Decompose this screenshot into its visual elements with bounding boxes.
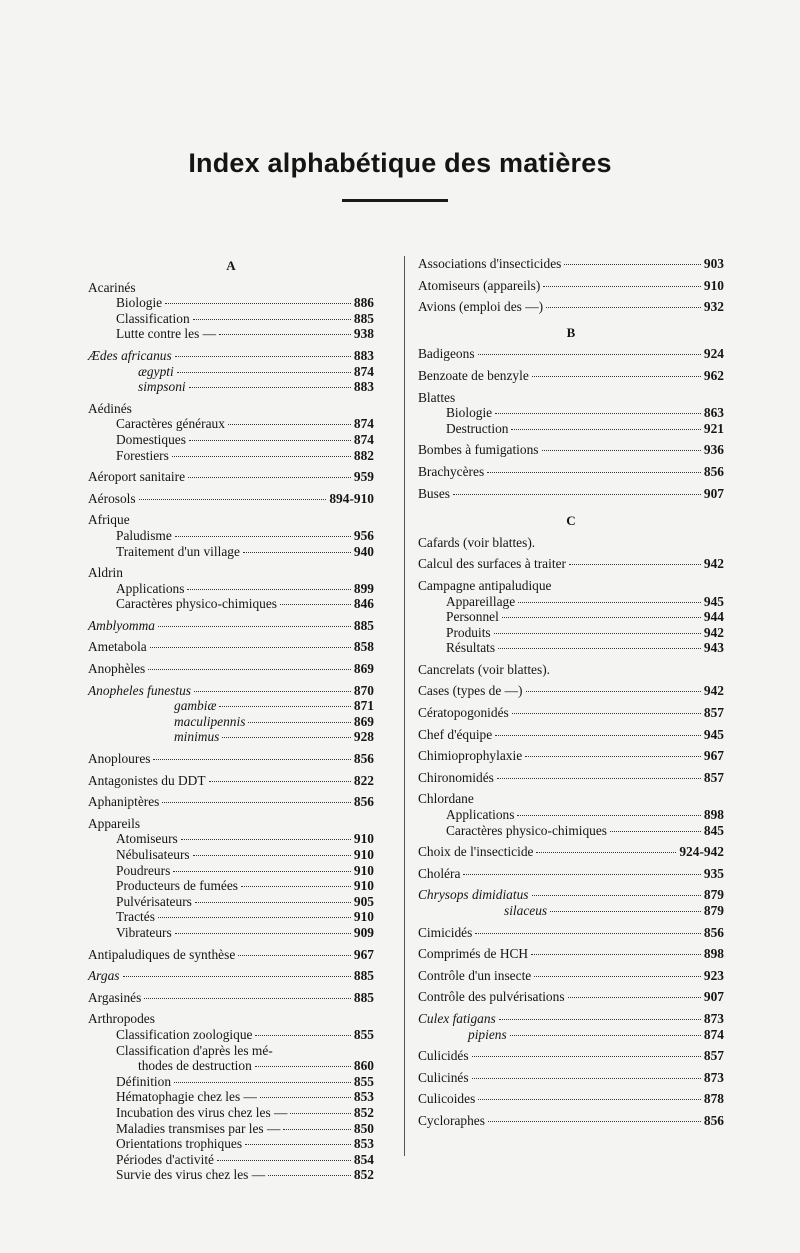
index-entry: Chironomidés 857 bbox=[418, 769, 724, 785]
index-entry: Buses 907 bbox=[418, 485, 724, 501]
index-entry: Aphaniptères 856 bbox=[88, 794, 374, 810]
index-entry: Maladies transmises par les — 850 bbox=[116, 1120, 374, 1136]
section-letter-a: A bbox=[226, 258, 236, 273]
index-entry: Chef d'équipe 945 bbox=[418, 726, 724, 742]
index-heading: Acarinés bbox=[88, 279, 136, 295]
index-entry: maculipennis 869 bbox=[174, 713, 374, 729]
section-letter-c: C bbox=[566, 513, 576, 529]
index-entry: Cimicidés 856 bbox=[418, 924, 724, 940]
index-entry: Appareillage 945 bbox=[446, 593, 724, 609]
index-entry: Résultats 943 bbox=[446, 640, 724, 656]
index-entry: Chimioprophylaxie 967 bbox=[418, 748, 724, 764]
index-entry: Cératopogonidés 857 bbox=[418, 705, 724, 721]
index-entry: Lutte contre les — 938 bbox=[116, 326, 374, 342]
index-heading: Aédinés bbox=[88, 400, 132, 416]
index-entry: Cancrelats (voir blattes). bbox=[418, 661, 550, 677]
index-entry: Biologie 863 bbox=[446, 405, 724, 421]
index-entry: Poudreurs 910 bbox=[116, 862, 374, 878]
index-heading: Afrique bbox=[88, 512, 130, 528]
index-entry: Classification zoologique 855 bbox=[116, 1026, 374, 1042]
index-entry: Cases (types de —) 942 bbox=[418, 683, 724, 699]
index-entry: Choix de l'insecticide 924-942 bbox=[418, 844, 724, 860]
index-entry: Aéroport sanitaire 959 bbox=[88, 469, 374, 485]
index-entry: Classification d'après les mé- bbox=[116, 1042, 273, 1058]
index-entry: Hématophagie chez les — 853 bbox=[116, 1089, 374, 1105]
index-entry: ægypti 874 bbox=[138, 363, 374, 379]
index-entry: Classification 885 bbox=[116, 310, 374, 326]
index-entry: silaceus 879 bbox=[504, 903, 724, 918]
section-letter-b: B bbox=[566, 324, 576, 340]
index-entry: Calcul des surfaces à traiter 942 bbox=[418, 556, 724, 572]
index-heading: Blattes bbox=[418, 389, 456, 405]
index-entry: Atomiseurs (appareils) 910 bbox=[418, 277, 724, 293]
index-entry: Anoploures 856 bbox=[88, 751, 374, 767]
index-entry: Tractés 910 bbox=[116, 909, 374, 925]
title-rule bbox=[342, 199, 448, 202]
index-entry: Culicoides 878 bbox=[418, 1091, 724, 1107]
index-heading: Arthropodes bbox=[88, 1011, 155, 1027]
index-entry: Avions (emploi des —) 932 bbox=[418, 299, 724, 315]
index-entry: simpsoni 883 bbox=[138, 379, 374, 395]
index-entry: Ametabola 858 bbox=[88, 639, 374, 655]
page-title: Index alphabétique des matières bbox=[188, 148, 612, 178]
index-entry: Produits 942 bbox=[446, 624, 724, 640]
index-entry: Anopheles funestus 870 bbox=[88, 682, 374, 698]
index-entry: Survie des virus chez les — 852 bbox=[116, 1167, 374, 1183]
index-entry: Paludisme 956 bbox=[116, 527, 374, 543]
index-entry: Associations d'insecticides 903 bbox=[418, 256, 724, 271]
index-entry: pipiens 874 bbox=[468, 1026, 724, 1042]
index-entry: gambiæ 871 bbox=[174, 698, 374, 714]
index-entry: Applications 898 bbox=[446, 807, 724, 823]
index-entry: Chrysops dimidiatus 879 bbox=[418, 887, 724, 903]
column-divider bbox=[404, 256, 405, 1156]
index-entry: Antipaludiques de synthèse 967 bbox=[88, 946, 374, 962]
index-entry: Ædes africanus 883 bbox=[88, 347, 374, 363]
index-entry: Pulvérisateurs 905 bbox=[116, 893, 374, 909]
index-heading: Campagne antipaludique bbox=[418, 577, 552, 593]
index-entry: Nébulisateurs 910 bbox=[116, 847, 374, 862]
index-entry: Biologie 886 bbox=[116, 295, 374, 311]
index-entry: Amblyomma 885 bbox=[88, 617, 374, 633]
index-entry: minimus 928 bbox=[174, 729, 374, 745]
index-entry: Orientations trophiques 853 bbox=[116, 1136, 374, 1152]
index-entry: Domestiques 874 bbox=[116, 431, 374, 447]
index-entry: Choléra 935 bbox=[418, 865, 724, 881]
index-entry: Contrôle d'un insecte 923 bbox=[418, 967, 724, 983]
index-entry: Anophèles 869 bbox=[88, 661, 374, 677]
index-entry: Cycloraphes 856 bbox=[418, 1112, 724, 1128]
index-column-right bbox=[418, 256, 724, 1129]
index-entry: Badigeons 924 bbox=[418, 346, 724, 362]
index-entry: Comprimés de HCH 898 bbox=[418, 946, 724, 962]
index-heading: Chlordane bbox=[418, 791, 474, 807]
index-entry: Vibrateurs 909 bbox=[116, 924, 374, 940]
index-entry: Culicidés 857 bbox=[418, 1048, 724, 1064]
index-entry: Atomiseurs 910 bbox=[116, 831, 374, 847]
index-entry: Caractères généraux 874 bbox=[116, 416, 374, 432]
index-entry: Contrôle des pulvérisations 907 bbox=[418, 989, 724, 1005]
index-entry: Benzoate de benzyle 962 bbox=[418, 367, 724, 383]
index-entry: Applications 899 bbox=[116, 580, 374, 596]
index-entry: Personnel 944 bbox=[446, 609, 724, 625]
index-entry: thodes de destruction 860 bbox=[138, 1058, 374, 1074]
index-entry: Antagonistes du DDT 822 bbox=[88, 772, 374, 788]
index-entry: Aérosols 894-910 bbox=[88, 490, 374, 506]
index-entry: Cafards (voir blattes). bbox=[418, 534, 536, 550]
index-entry: Traitement d'un village 940 bbox=[116, 543, 374, 559]
index-entry: Caractères physico-chimiques 846 bbox=[116, 596, 374, 612]
index-entry: Culicinés 873 bbox=[418, 1069, 724, 1085]
index-entry: Incubation des virus chez les — 852 bbox=[116, 1104, 374, 1120]
index-entry: Bombes à fumigations 936 bbox=[418, 442, 724, 458]
index-entry: Brachycères 856 bbox=[418, 463, 724, 479]
index-heading: Appareils bbox=[88, 815, 141, 831]
index-entry: Argas 885 bbox=[88, 968, 374, 984]
index-entry: Caractères physico-chimiques 845 bbox=[446, 822, 724, 838]
index-entry: Culex fatigans 873 bbox=[418, 1010, 724, 1026]
index-heading: Aldrin bbox=[88, 565, 123, 581]
index-entry: Destruction 921 bbox=[446, 420, 724, 436]
index-entry: Producteurs de fumées 910 bbox=[116, 878, 374, 894]
index-entry: Forestiers 882 bbox=[116, 447, 374, 463]
index-entry: Argasinés 885 bbox=[88, 989, 374, 1005]
index-column-left bbox=[88, 256, 374, 1183]
index-entry: Périodes d'activité 854 bbox=[116, 1151, 374, 1167]
index-entry: Définition 855 bbox=[116, 1073, 374, 1089]
